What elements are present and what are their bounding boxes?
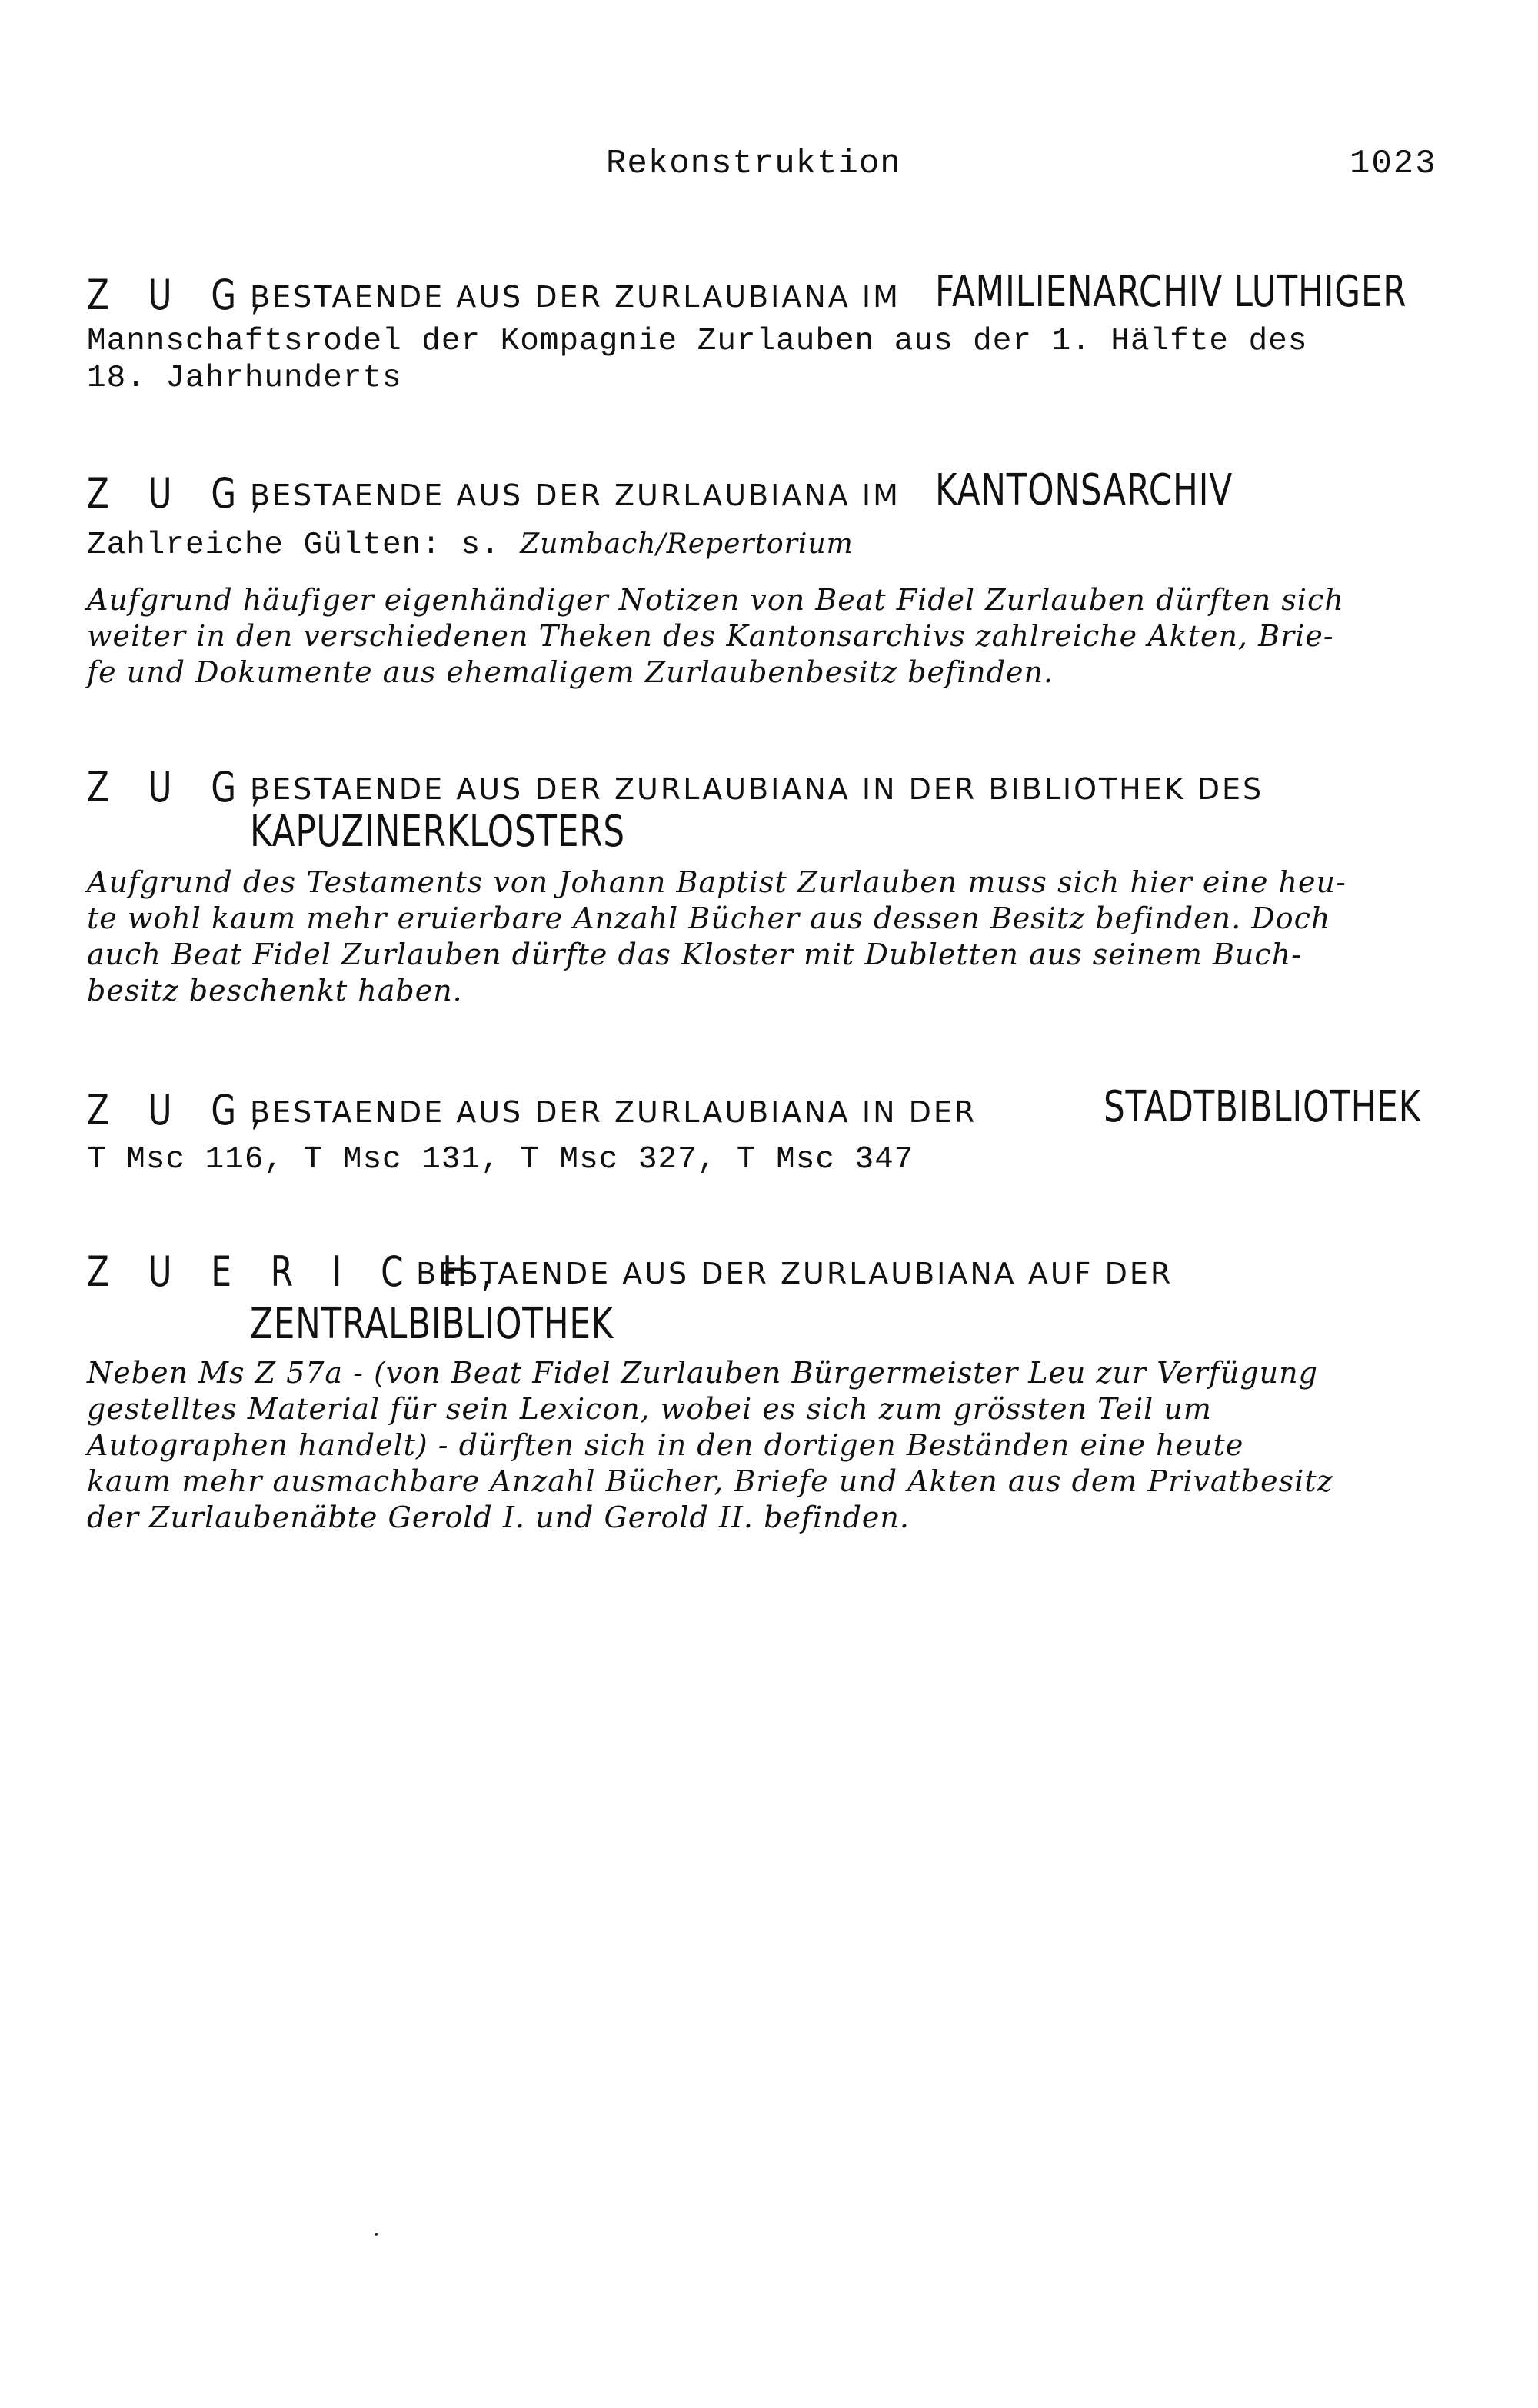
entry-note-line: weiter in den verschiedenen Theken des Kantonsarchivs zahlreiche Akten, Brie- (87, 619, 1334, 653)
entry-body-line (87, 526, 1463, 564)
entry-body-reference: Zumbach/Repertorium (520, 528, 854, 560)
entry-note-line: der Zurlaubenäbte Gerold I. und Gerold II. befinden. (87, 1500, 910, 1534)
entry-body-line: Mannschaftsrodel der Kompagnie Zurlauben aus der 1. Hälfte des (87, 324, 1308, 359)
entry-note-line: auch Beat Fidel Zurlauben dürfte das Kloster mit Dubletten aus seinem Buch- (87, 938, 1302, 971)
entry-heading (87, 267, 1463, 319)
entry-heading (87, 1082, 1463, 1134)
entry-kapuzinerkloster (87, 763, 1463, 1009)
entry-place: Z U E R I C H, (87, 1247, 506, 1296)
entry-note-line: gestelltes Material für sein Lexicon, wobei es sich zum grössten Teil um (87, 1392, 1212, 1426)
entry-place: Z U G, (87, 271, 275, 319)
entry-heading-text: BESTAENDE AUS DER ZURLAUBIANA IM (250, 478, 900, 512)
entry-heading (87, 763, 1463, 809)
entry-heading-text: BESTAENDE AUS DER ZURLAUBIANA IN DER BIBLIOTHEK DES (250, 772, 1264, 806)
entry-place: Z U G, (87, 763, 275, 811)
entry-note-line: fe und Dokumente aus ehemaligem Zurlaubenbesitz befinden. (87, 655, 1054, 689)
entry-note-line: Neben Ms Z 57a - (von Beat Fidel Zurlauben Bürgermeister Leu zur Verfügung (87, 1356, 1318, 1390)
entry-heading-text: BESTAENDE AUS DER ZURLAUBIANA IM (250, 280, 900, 314)
page-speck (375, 2233, 378, 2236)
running-title: Rekonstruktion (606, 145, 901, 183)
entry-institution: KANTONSARCHIV (935, 465, 1233, 515)
entry-note-line: te wohl kaum mehr eruierbare Anzahl Bücher aus dessen Besitz befinden. Doch (87, 901, 1331, 935)
entry-familienarchiv-luthiger (87, 267, 1463, 397)
entry-heading (87, 1247, 1463, 1294)
entry-body-line: 18. Jahrhunderts (87, 361, 402, 396)
entry-heading-text: BESTAENDE AUS DER ZURLAUBIANA IN DER (250, 1095, 977, 1129)
entry-note-line: Aufgrund häufiger eigenhändiger Notizen von Beat Fidel Zurlauben dürften sich (87, 583, 1344, 617)
entry-zentralbibliothek (87, 1247, 1463, 1536)
entry-heading-text: BESTAENDE AUS DER ZURLAUBIANA AUF DER (416, 1257, 1173, 1291)
entry-institution: FAMILIENARCHIV LUTHIGER (935, 267, 1407, 317)
entry-body-line: T Msc 116, T Msc 131, T Msc 327, T Msc 347 (87, 1142, 914, 1177)
entry-stadtbibliothek (87, 1082, 1463, 1178)
entry-note-line: kaum mehr ausmachbare Anzahl Bücher, Briefe und Akten aus dem Privatbesitz (87, 1464, 1333, 1498)
entry-place: Z U G, (87, 1086, 275, 1134)
entry-place: Z U G, (87, 469, 275, 518)
entry-note-line: Autographen handelt) - dürften sich in den dortigen Beständen eine heute (87, 1428, 1244, 1462)
entry-heading (87, 465, 1463, 518)
entry-note-line: Aufgrund des Testaments von Johann Baptist Zurlauben muss sich hier eine heu- (87, 865, 1347, 899)
entry-body-prefix: Zahlreiche Gülten: s. (87, 528, 501, 563)
entry-note-line: besitz beschenkt haben. (87, 974, 463, 1007)
entry-kantonsarchiv (87, 465, 1463, 691)
entry-institution: STADTBIBLIOTHEK (1104, 1082, 1422, 1132)
entry-institution: KAPUZINERKLOSTERS (250, 807, 625, 857)
entry-institution: ZENTRALBIBLIOTHEK (250, 1299, 614, 1349)
page-number: 1023 (1350, 145, 1437, 183)
